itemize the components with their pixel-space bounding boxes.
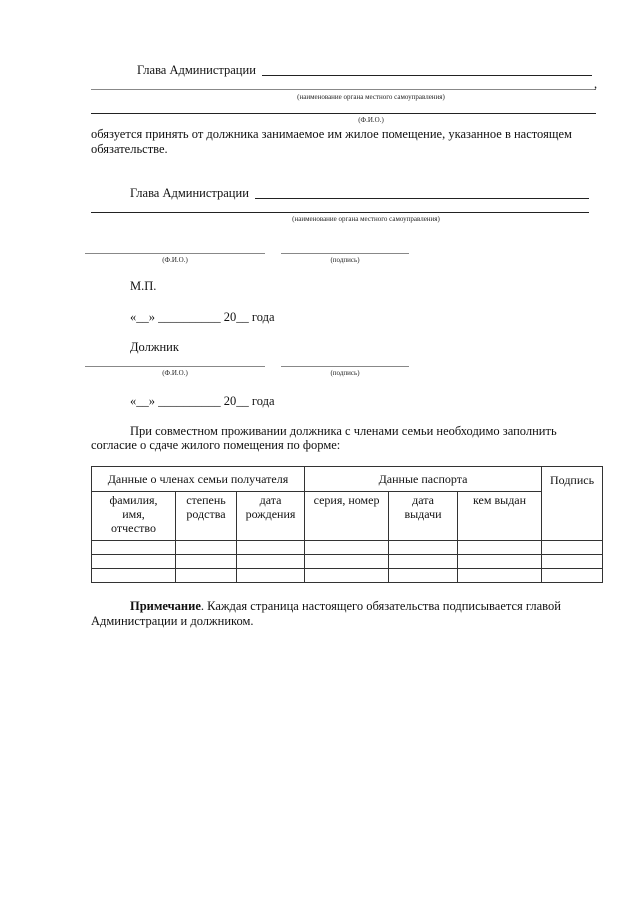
obligation-line-2: обязательстве. [91, 142, 168, 156]
caption-sign-3: (подпись) [330, 369, 360, 377]
table-row [92, 568, 603, 582]
table-cell[interactable] [458, 568, 542, 582]
subheader-issue-date-l2: выдачи [404, 507, 442, 522]
subheader-issue-date-l1: дата [412, 493, 434, 508]
subheader-birth-date-l2: рождения [245, 507, 296, 522]
table-row [92, 554, 603, 568]
subheader-issued-by [458, 492, 542, 540]
date-line-2: «__» __________ 20__ года [130, 394, 275, 408]
subheader-relation-l2: родства [186, 507, 226, 522]
table-cell[interactable] [237, 554, 305, 568]
table-cell[interactable] [542, 554, 603, 568]
caption-org-2: (наименование органа местного самоуправления) [292, 215, 440, 223]
table-cell[interactable] [176, 554, 237, 568]
table-cell[interactable] [92, 568, 176, 582]
table-cell[interactable] [92, 540, 176, 554]
header-signature-text: Подпись [550, 473, 595, 487]
caption-fio-1: (Ф.И.О.) [358, 116, 384, 124]
org-line-1 [91, 89, 596, 90]
table-cell[interactable] [92, 554, 176, 568]
family-members-table [91, 466, 603, 583]
fio-line-1 [91, 113, 596, 114]
caption-fio-3: (Ф.И.О.) [162, 369, 188, 377]
table-cell[interactable] [176, 540, 237, 554]
fio-line-2 [85, 253, 265, 254]
cohabitation-line-2: согласие о сдаче жилого помещения по форме: [91, 438, 341, 452]
note-text-1: . Каждая страница настоящего обязательства подписывается главой [200, 599, 561, 613]
table-cell[interactable] [389, 540, 458, 554]
subheader-birth-date [237, 492, 305, 540]
header-signature [542, 467, 603, 541]
subheader-relation-l1: степень [186, 493, 226, 508]
org-line-2 [91, 212, 589, 213]
cohabitation-line-1: При совместном проживании должника с членами семьи необходимо заполнить [130, 424, 557, 438]
table-cell[interactable] [458, 540, 542, 554]
caption-sign-2: (подпись) [330, 256, 360, 264]
note-label: Примечание [130, 599, 201, 613]
subheader-series-number [305, 492, 389, 540]
table-cell[interactable] [237, 568, 305, 582]
subheader-full-name-l2: имя, [122, 507, 145, 522]
head-name-line-1 [262, 75, 592, 76]
obligation-line-1: обязуется принять от должника занимаемое им жилое помещение, указанное в настоящем [91, 127, 572, 141]
subheader-relation [176, 492, 237, 540]
table-cell[interactable] [176, 568, 237, 582]
date-line-1: «__» __________ 20__ года [130, 310, 275, 324]
table-cell[interactable] [542, 540, 603, 554]
fio-line-3 [85, 366, 265, 367]
subheader-full-name-l3: отчество [111, 521, 156, 536]
debtor-label: Должник [130, 340, 179, 354]
caption-fio-2: (Ф.И.О.) [162, 256, 188, 264]
table-cell[interactable] [542, 568, 603, 582]
table-cell[interactable] [237, 540, 305, 554]
trailing-comma: , [594, 77, 598, 91]
note-line-1 [130, 599, 602, 614]
table-cell[interactable] [389, 568, 458, 582]
sign-line-2 [281, 253, 409, 254]
header-family-data: Данные о членах семьи получателя [92, 467, 305, 492]
seal-label: М.П. [130, 279, 157, 293]
table-cell[interactable] [305, 540, 389, 554]
sign-line-3 [281, 366, 409, 367]
table-row [92, 540, 603, 554]
head-label-1: Глава Администрации [137, 63, 256, 77]
head-name-line-2 [255, 198, 589, 199]
table-cell[interactable] [458, 554, 542, 568]
subheader-full-name [92, 492, 176, 540]
subheader-full-name-l1: фамилия, [109, 493, 158, 508]
table-cell[interactable] [305, 568, 389, 582]
caption-org-1: (наименование органа местного самоуправления) [297, 93, 445, 101]
subheader-series-number-l1: серия, номер [313, 493, 380, 508]
table-cell[interactable] [389, 554, 458, 568]
note-line-2: Администрации и должником. [91, 614, 254, 628]
subheader-birth-date-l1: дата [259, 493, 282, 508]
subheader-issue-date [389, 492, 458, 540]
header-passport-data: Данные паспорта [305, 467, 542, 492]
subheader-issued-by-l1: кем выдан [473, 493, 527, 508]
head-label-2: Глава Администрации [130, 186, 249, 200]
table-cell[interactable] [305, 554, 389, 568]
